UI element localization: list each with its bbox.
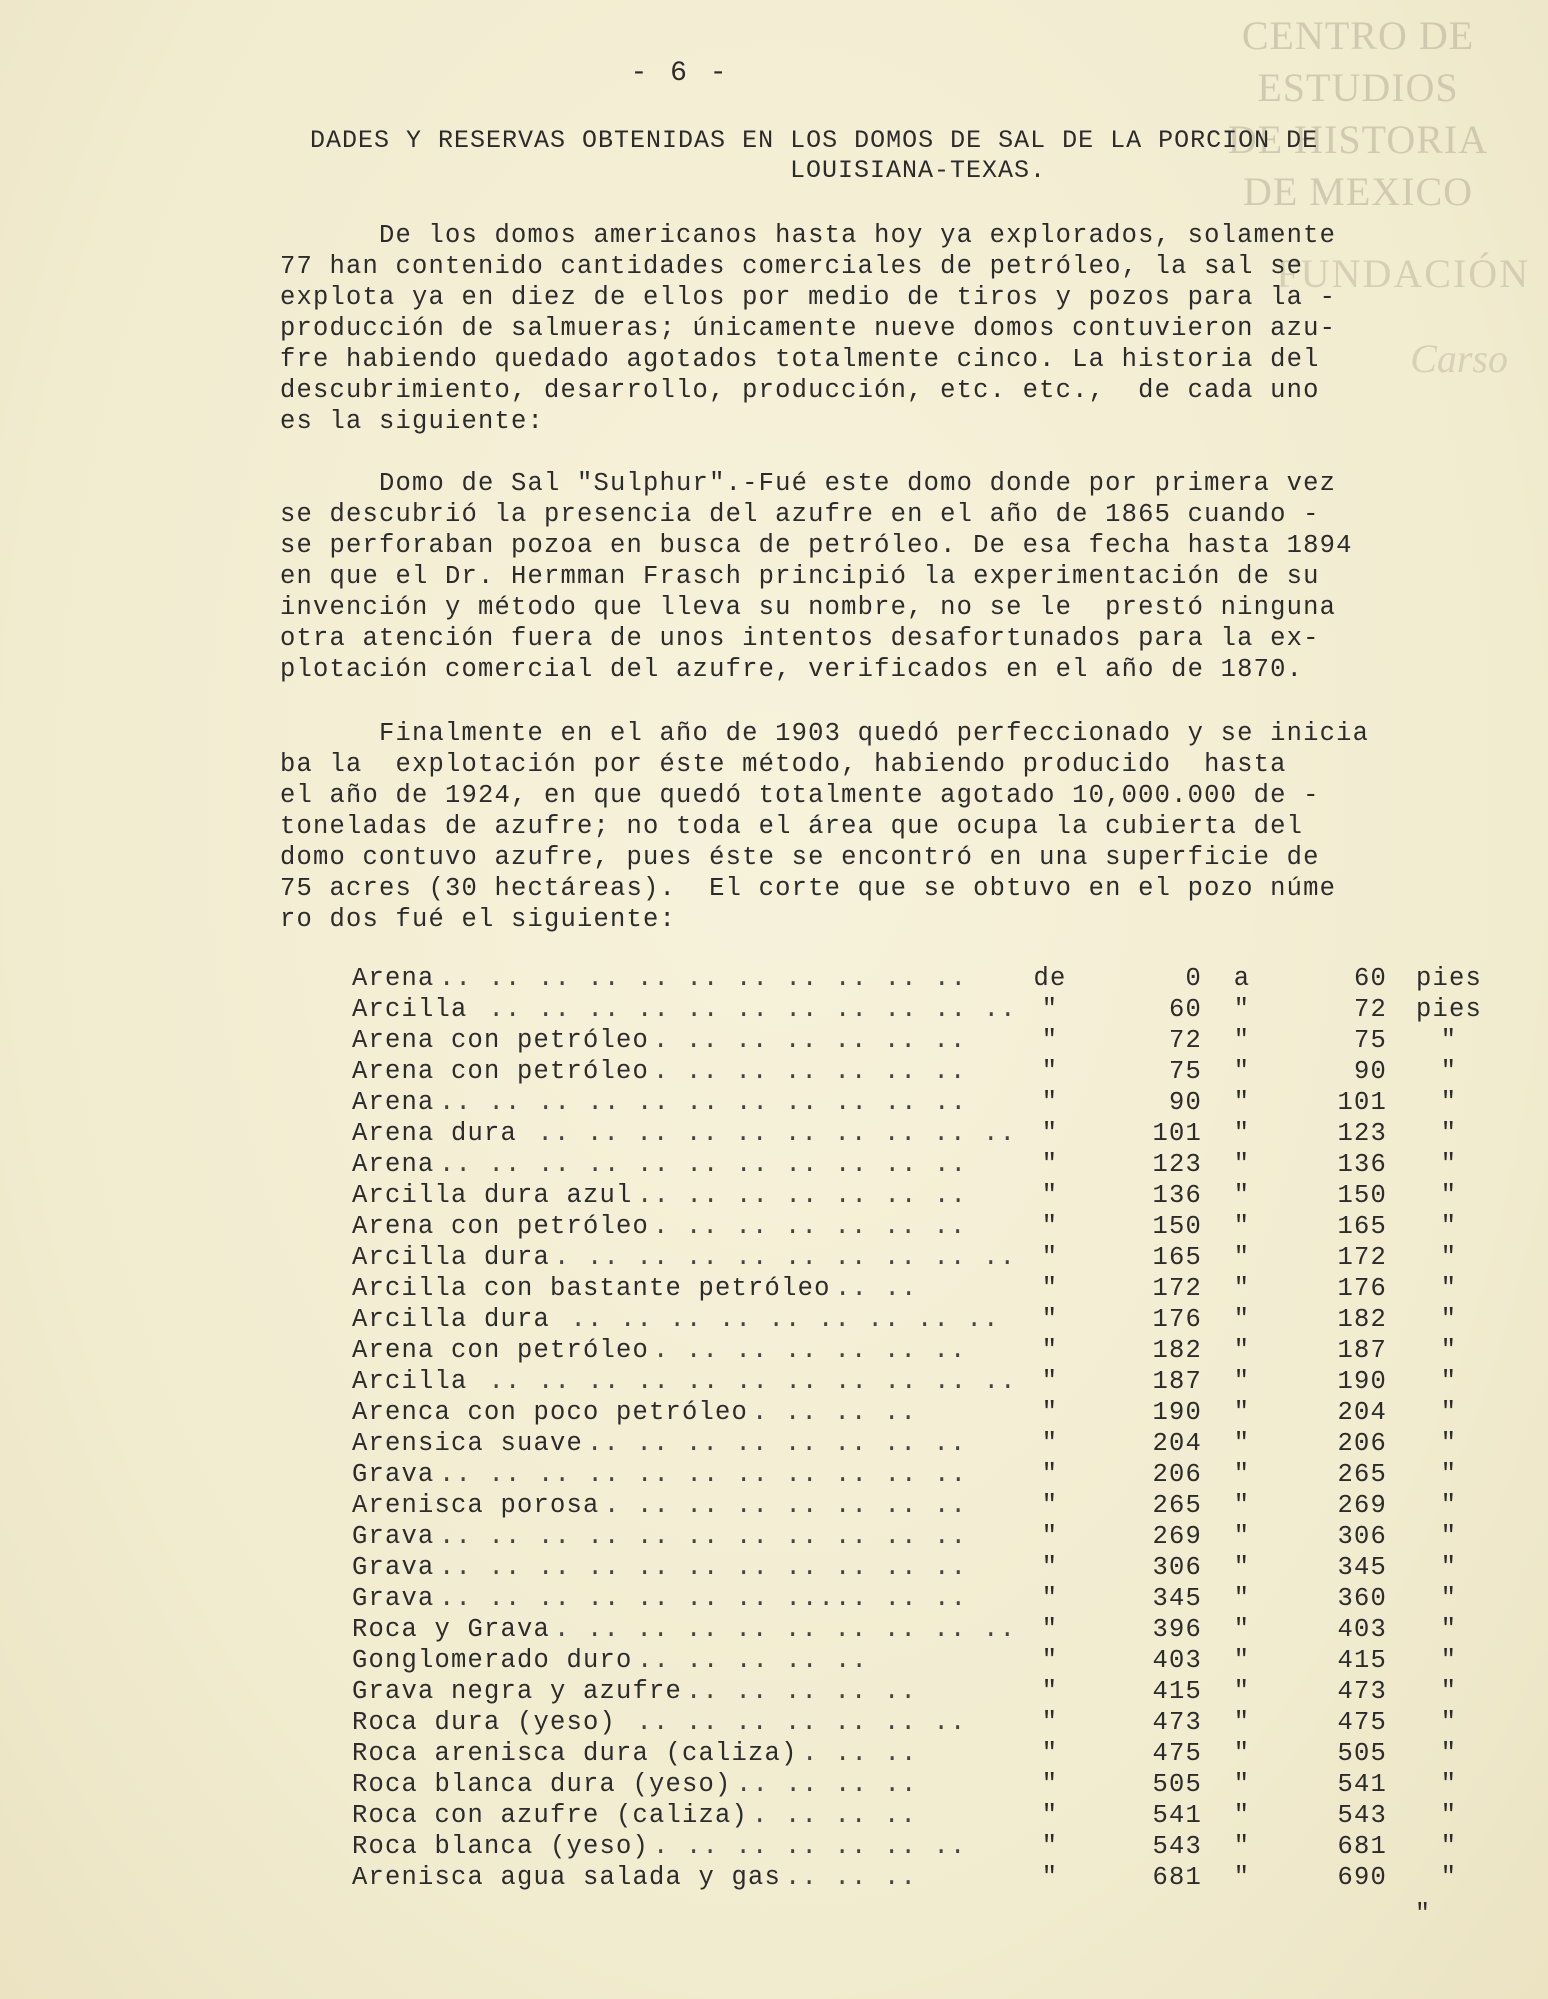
to-label: " <box>1233 1150 1251 1179</box>
layer-name: Roca arenisca dura (caliza) <box>352 1739 798 1768</box>
to-label: " <box>1233 1491 1251 1520</box>
from-label: " <box>1041 1646 1059 1675</box>
depth-unit: " <box>1440 1677 1458 1706</box>
layer-name: Grava negra y azufre <box>352 1677 683 1706</box>
depth-to: 541 <box>1337 1770 1387 1799</box>
to-label: " <box>1233 1646 1251 1675</box>
to-label: " <box>1233 1243 1251 1272</box>
layer-name: Arenisca agua salada y gas <box>352 1863 782 1892</box>
layer-row <box>352 1305 1502 1336</box>
page-number: - 6 - <box>630 58 730 89</box>
layer-name: Roca blanca dura (yeso) <box>352 1770 732 1799</box>
to-label: " <box>1233 1305 1251 1334</box>
leader-dots: . .. .. .. <box>752 1801 918 1830</box>
leader-dots: .. .. .. <box>785 1863 918 1892</box>
depth-from: 60 <box>1168 995 1202 1024</box>
leader-dots: . .. .. .. .. .. .. <box>653 1832 967 1861</box>
from-label: " <box>1041 1739 1059 1768</box>
depth-from: 72 <box>1168 1026 1202 1055</box>
from-label: " <box>1041 1677 1059 1706</box>
depth-to: 265 <box>1337 1460 1387 1489</box>
layer-row <box>352 1088 1502 1119</box>
layer-name: Arena dura <box>352 1119 518 1148</box>
depth-to: 190 <box>1337 1367 1387 1396</box>
to-label: " <box>1233 1677 1251 1706</box>
layer-row <box>352 995 1502 1026</box>
depth-to: 475 <box>1337 1708 1387 1737</box>
well-log-table <box>352 964 1502 1894</box>
depth-from: 681 <box>1152 1863 1202 1892</box>
layer-name: Arcilla con bastante petróleo <box>352 1274 831 1303</box>
depth-from: 269 <box>1152 1522 1202 1551</box>
to-label: " <box>1233 1460 1251 1489</box>
depth-unit: pies <box>1415 995 1482 1024</box>
from-label: " <box>1041 1212 1059 1241</box>
from-label: " <box>1041 1367 1059 1396</box>
depth-from: 345 <box>1152 1584 1202 1613</box>
layer-row <box>352 1708 1502 1739</box>
leader-dots: . .. .. .. .. .. .. .. <box>604 1491 968 1520</box>
depth-unit: " <box>1440 1026 1458 1055</box>
depth-from: 165 <box>1152 1243 1202 1272</box>
to-label: " <box>1233 1026 1251 1055</box>
layer-name: Roca dura (yeso) <box>352 1708 617 1737</box>
layer-row <box>352 1832 1502 1863</box>
leader-dots: . .. .. .. .. .. .. .. .. .. <box>554 1243 1017 1272</box>
depth-to: 75 <box>1353 1026 1387 1055</box>
depth-to: 182 <box>1337 1305 1387 1334</box>
from-label: " <box>1041 1615 1059 1644</box>
depth-unit: " <box>1440 1708 1458 1737</box>
to-label: " <box>1233 995 1251 1024</box>
layer-name: Grava <box>352 1553 435 1582</box>
from-label: " <box>1041 1336 1059 1365</box>
layer-name: Roca y Grava <box>352 1615 551 1644</box>
depth-unit: " <box>1440 1150 1458 1179</box>
leader-dots: .. .. .. .. .. .. .. .. .. .. .. <box>439 1553 968 1582</box>
depth-from: 473 <box>1152 1708 1202 1737</box>
from-label: " <box>1041 1832 1059 1861</box>
depth-to: 101 <box>1337 1088 1387 1117</box>
watermark-line: CENTRO DE <box>1241 13 1475 58</box>
to-label: " <box>1233 1057 1251 1086</box>
depth-unit: " <box>1440 1336 1458 1365</box>
layer-name: Grava <box>352 1522 435 1551</box>
watermark-line: ESTUDIOS <box>1257 65 1459 110</box>
depth-unit: " <box>1440 1584 1458 1613</box>
to-label: " <box>1233 1708 1251 1737</box>
watermark-foundation: FUNDACIÓN <box>1276 251 1530 296</box>
layer-name: Arena <box>352 964 435 993</box>
depth-unit: " <box>1440 1615 1458 1644</box>
leader-dots: .. .. .. .. .. <box>686 1677 918 1706</box>
to-label: " <box>1233 1088 1251 1117</box>
depth-from: 150 <box>1152 1212 1202 1241</box>
from-label: " <box>1041 1243 1059 1272</box>
depth-from: 176 <box>1152 1305 1202 1334</box>
layer-row <box>352 1150 1502 1181</box>
paragraph-intro: De los domos americanos hasta hoy ya explorados, solamente 77 han contenido cantidades comerciales de petróleo, la sal se explota ya en diez de ellos por medio de tiros y pozos para la - producción de salmueras; únicamente nueve domos contuvieron azu- fre habiendo quedado agotados totalmente cinco. La historia del descubrimiento, desarrollo, producción, etc. etc., de cada uno es la siguiente: <box>280 221 1337 436</box>
from-label: " <box>1041 1863 1059 1892</box>
leader-dots: .. .. .. .. .. .. .. .. .. .. .. <box>439 1522 968 1551</box>
layer-row <box>352 1801 1502 1832</box>
paragraph-exploitation: Finalmente en el año de 1903 quedó perfeccionado y se inicia ba la explotación por éste método, habiendo producido hasta el año de 1924, en que quedó totalmente agotado 10,000.000 de - toneladas de azufre; no toda el área que ocupa la cubierta del domo contuvo azufre, pues éste se encontró en una superficie de 75 acres (30 hectáreas). El corte que se obtuvo en el pozo núme ro dos fué el siguiente: <box>280 719 1370 934</box>
depth-to: 473 <box>1337 1677 1387 1706</box>
layer-name: Arcilla dura <box>352 1305 551 1334</box>
leader-dots: . .. .. .. .. .. .. .. .. .. <box>554 1615 1017 1644</box>
leader-dots: .. .. .. .. .. .. .. ..... .. .. <box>439 1584 968 1613</box>
leader-dots: .. .. .. .. .. .. .. <box>637 1181 968 1210</box>
depth-to: 690 <box>1337 1863 1387 1892</box>
layer-name: Grava <box>352 1584 435 1613</box>
depth-to: 136 <box>1337 1150 1387 1179</box>
layer-row <box>352 1770 1502 1801</box>
depth-from: 204 <box>1152 1429 1202 1458</box>
layer-name: Arensica suave <box>352 1429 584 1458</box>
layer-row <box>352 1398 1502 1429</box>
depth-to: 269 <box>1337 1491 1387 1520</box>
from-label: " <box>1041 1460 1059 1489</box>
depth-from: 75 <box>1168 1057 1202 1086</box>
depth-from: 101 <box>1152 1119 1202 1148</box>
from-label: de <box>1033 964 1067 993</box>
from-label: " <box>1041 1584 1059 1613</box>
leader-dots: . .. .. .. <box>752 1398 918 1427</box>
from-label: " <box>1041 1522 1059 1551</box>
depth-to: 681 <box>1337 1832 1387 1861</box>
depth-unit: " <box>1440 1863 1458 1892</box>
depth-to: 403 <box>1337 1615 1387 1644</box>
layer-row <box>352 1522 1502 1553</box>
leader-dots: .. .. .. .. <box>736 1770 918 1799</box>
depth-to: 165 <box>1337 1212 1387 1241</box>
depth-from: 187 <box>1152 1367 1202 1396</box>
depth-to: 176 <box>1337 1274 1387 1303</box>
layer-row <box>352 1336 1502 1367</box>
depth-unit: " <box>1440 1801 1458 1830</box>
paragraph-sulphur-dome: Domo de Sal "Sulphur".-Fué este domo donde por primera vez se descubrió la presencia del azufre en el año de 1865 cuando - se perforaban pozoa en busca de petróleo. De esa fecha hasta 1894 en que el Dr. Hermman Frasch principió la experimentación de su invención y método que lleva su nombre, no se le prestó ninguna otra atención fuera de unos intentos desafortunados para la ex- plotación comercial del azufre, verificados en el año de 1870. <box>280 469 1353 684</box>
to-label: a <box>1233 964 1251 993</box>
to-label: " <box>1233 1522 1251 1551</box>
to-label: " <box>1233 1336 1251 1365</box>
depth-unit: " <box>1440 1088 1458 1117</box>
layer-name: Arenisca porosa <box>352 1491 600 1520</box>
layer-name: Arena <box>352 1088 435 1117</box>
layer-row <box>352 1119 1502 1150</box>
heading-line-1: DADES Y RESERVAS OBTENIDAS EN LOS DOMOS DE SAL DE LA PORCION DE <box>310 126 1319 155</box>
leader-dots: . .. .. .. .. .. .. <box>653 1057 967 1086</box>
layer-name: Gonglomerado duro <box>352 1646 633 1675</box>
to-label: " <box>1233 1584 1251 1613</box>
depth-from: 172 <box>1152 1274 1202 1303</box>
depth-from: 182 <box>1152 1336 1202 1365</box>
depth-from: 306 <box>1152 1553 1202 1582</box>
from-label: " <box>1041 1708 1059 1737</box>
layer-name: Arena <box>352 1150 435 1179</box>
depth-unit: " <box>1440 1057 1458 1086</box>
from-label: " <box>1041 1119 1059 1148</box>
depth-to: 187 <box>1337 1336 1387 1365</box>
layer-row <box>352 1491 1502 1522</box>
depth-to: 204 <box>1337 1398 1387 1427</box>
heading-line-2: LOUISIANA-TEXAS. <box>790 156 1047 185</box>
depth-to: 123 <box>1337 1119 1387 1148</box>
leader-dots: .. .. .. .. .. .. .. .. .. .. .. <box>439 964 968 993</box>
layer-row <box>352 964 1502 995</box>
layer-row <box>352 1646 1502 1677</box>
to-label: " <box>1233 1429 1251 1458</box>
depth-to: 206 <box>1337 1429 1387 1458</box>
layer-name: Roca con azufre (caliza) <box>352 1801 749 1830</box>
from-label: " <box>1041 1491 1059 1520</box>
layer-name: Arcilla <box>352 995 468 1024</box>
layer-name: Arcilla dura <box>352 1243 551 1272</box>
depth-from: 403 <box>1152 1646 1202 1675</box>
depth-from: 541 <box>1152 1801 1202 1830</box>
depth-unit: " <box>1440 1832 1458 1861</box>
depth-unit: " <box>1440 1429 1458 1458</box>
depth-from: 123 <box>1152 1150 1202 1179</box>
to-label: " <box>1233 1739 1251 1768</box>
from-label: " <box>1041 995 1059 1024</box>
layer-name: Arena con petróleo <box>352 1336 650 1365</box>
leader-dots: .. .. .. .. .. .. .. <box>620 1708 967 1737</box>
to-label: " <box>1233 1863 1251 1892</box>
depth-to: 60 <box>1353 964 1387 993</box>
depth-unit: " <box>1440 1243 1458 1272</box>
to-label: " <box>1233 1212 1251 1241</box>
leader-dots: .. .. .. .. .. .. .. .. .. .. .. <box>472 995 1017 1024</box>
layer-name: Grava <box>352 1460 435 1489</box>
depth-unit: pies <box>1415 964 1482 993</box>
to-label: " <box>1233 1274 1251 1303</box>
leader-dots: . .. .. .. .. .. .. <box>653 1336 967 1365</box>
from-label: " <box>1041 1801 1059 1830</box>
from-label: " <box>1041 1429 1059 1458</box>
leader-dots: .. .. .. .. .. .. .. .. .. .. .. <box>472 1367 1017 1396</box>
layer-name: Arena con petróleo <box>352 1212 650 1241</box>
to-label: " <box>1233 1367 1251 1396</box>
depth-unit: " <box>1440 1398 1458 1427</box>
from-label: " <box>1041 1057 1059 1086</box>
layer-name: Arenca con poco petróleo <box>352 1398 749 1427</box>
depth-from: 190 <box>1152 1398 1202 1427</box>
to-label: " <box>1233 1615 1251 1644</box>
depth-from: 136 <box>1152 1181 1202 1210</box>
depth-to: 543 <box>1337 1801 1387 1830</box>
depth-unit: " <box>1440 1739 1458 1768</box>
layer-name: Arcilla dura azul <box>352 1181 633 1210</box>
layer-name: Arcilla <box>352 1367 468 1396</box>
depth-unit: " <box>1440 1770 1458 1799</box>
depth-from: 265 <box>1152 1491 1202 1520</box>
to-label: " <box>1233 1553 1251 1582</box>
to-label: " <box>1233 1119 1251 1148</box>
archive-watermark <box>1208 10 1508 218</box>
section-heading <box>310 126 1490 186</box>
layer-name: Roca blanca (yeso) <box>352 1832 650 1861</box>
depth-from: 0 <box>1185 964 1202 993</box>
depth-from: 90 <box>1168 1088 1202 1117</box>
leader-dots: .. .. .. .. .. .. .. .. .. .. .. <box>439 1088 968 1117</box>
layer-row <box>352 1057 1502 1088</box>
depth-unit: " <box>1440 1212 1458 1241</box>
leader-dots: .. .. .. .. .. .. .. .. .. .. .. <box>439 1150 968 1179</box>
depth-from: 415 <box>1152 1677 1202 1706</box>
layer-row <box>352 1863 1502 1894</box>
from-label: " <box>1041 1274 1059 1303</box>
leader-dots: . .. .. .. .. .. .. <box>653 1026 967 1055</box>
to-label: " <box>1233 1770 1251 1799</box>
from-label: " <box>1041 1150 1059 1179</box>
depth-unit: " <box>1440 1460 1458 1489</box>
depth-to: 172 <box>1337 1243 1387 1272</box>
depth-unit: " <box>1440 1491 1458 1520</box>
layer-row <box>352 1584 1502 1615</box>
depth-unit: " <box>1440 1305 1458 1334</box>
leader-dots: .. .. .. .. .. .. .. .. .. .. .. <box>439 1460 968 1489</box>
layer-row <box>352 1243 1502 1274</box>
depth-unit: " <box>1440 1522 1458 1551</box>
from-label: " <box>1041 1181 1059 1210</box>
watermark-line: DE MEXICO <box>1242 169 1474 214</box>
layer-row <box>352 1212 1502 1243</box>
layer-row <box>352 1677 1502 1708</box>
layer-name: Arena con petróleo <box>352 1057 650 1086</box>
depth-to: 505 <box>1337 1739 1387 1768</box>
watermark-line: DE HISTORIA <box>1227 117 1489 162</box>
depth-unit: " <box>1440 1274 1458 1303</box>
depth-unit: " <box>1440 1553 1458 1582</box>
from-label: " <box>1041 1305 1059 1334</box>
depth-to: 360 <box>1337 1584 1387 1613</box>
from-label: " <box>1041 1553 1059 1582</box>
to-label: " <box>1233 1832 1251 1861</box>
depth-to: 90 <box>1353 1057 1387 1086</box>
trailing-ditto-mark: " <box>1415 1899 1431 1928</box>
leader-dots: .. .. .. .. .. .. .. .. .. <box>554 1305 1000 1334</box>
from-label: " <box>1041 1770 1059 1799</box>
depth-unit: " <box>1440 1646 1458 1675</box>
depth-from: 543 <box>1152 1832 1202 1861</box>
to-label: " <box>1233 1801 1251 1830</box>
depth-unit: " <box>1440 1119 1458 1148</box>
from-label: " <box>1041 1398 1059 1427</box>
layer-row <box>352 1026 1502 1057</box>
depth-to: 415 <box>1337 1646 1387 1675</box>
layer-row <box>352 1739 1502 1770</box>
leader-dots: .. .. .. .. .. <box>637 1646 869 1675</box>
layer-row <box>352 1274 1502 1305</box>
layer-row <box>352 1181 1502 1212</box>
depth-to: 306 <box>1337 1522 1387 1551</box>
layer-name: Arena con petróleo <box>352 1026 650 1055</box>
depth-unit: " <box>1440 1367 1458 1396</box>
depth-from: 206 <box>1152 1460 1202 1489</box>
leader-dots: .. .. .. .. .. .. .. .. <box>587 1429 967 1458</box>
to-label: " <box>1233 1398 1251 1427</box>
depth-from: 475 <box>1152 1739 1202 1768</box>
leader-dots: . .. .. <box>802 1739 918 1768</box>
watermark-signature: Carso <box>1410 336 1508 381</box>
to-label: " <box>1233 1181 1251 1210</box>
layer-row <box>352 1460 1502 1491</box>
layer-row <box>352 1615 1502 1646</box>
layer-row <box>352 1553 1502 1584</box>
depth-to: 345 <box>1337 1553 1387 1582</box>
from-label: " <box>1041 1088 1059 1117</box>
layer-row <box>352 1429 1502 1460</box>
from-label: " <box>1041 1026 1059 1055</box>
depth-to: 72 <box>1353 995 1387 1024</box>
leader-dots: .. .. .. .. .. .. .. .. .. .. <box>521 1119 1017 1148</box>
layer-row <box>352 1367 1502 1398</box>
depth-to: 150 <box>1337 1181 1387 1210</box>
leader-dots: .. .. <box>835 1274 918 1303</box>
depth-unit: " <box>1440 1181 1458 1210</box>
depth-from: 505 <box>1152 1770 1202 1799</box>
depth-from: 396 <box>1152 1615 1202 1644</box>
leader-dots: . .. .. .. .. .. .. <box>653 1212 967 1241</box>
